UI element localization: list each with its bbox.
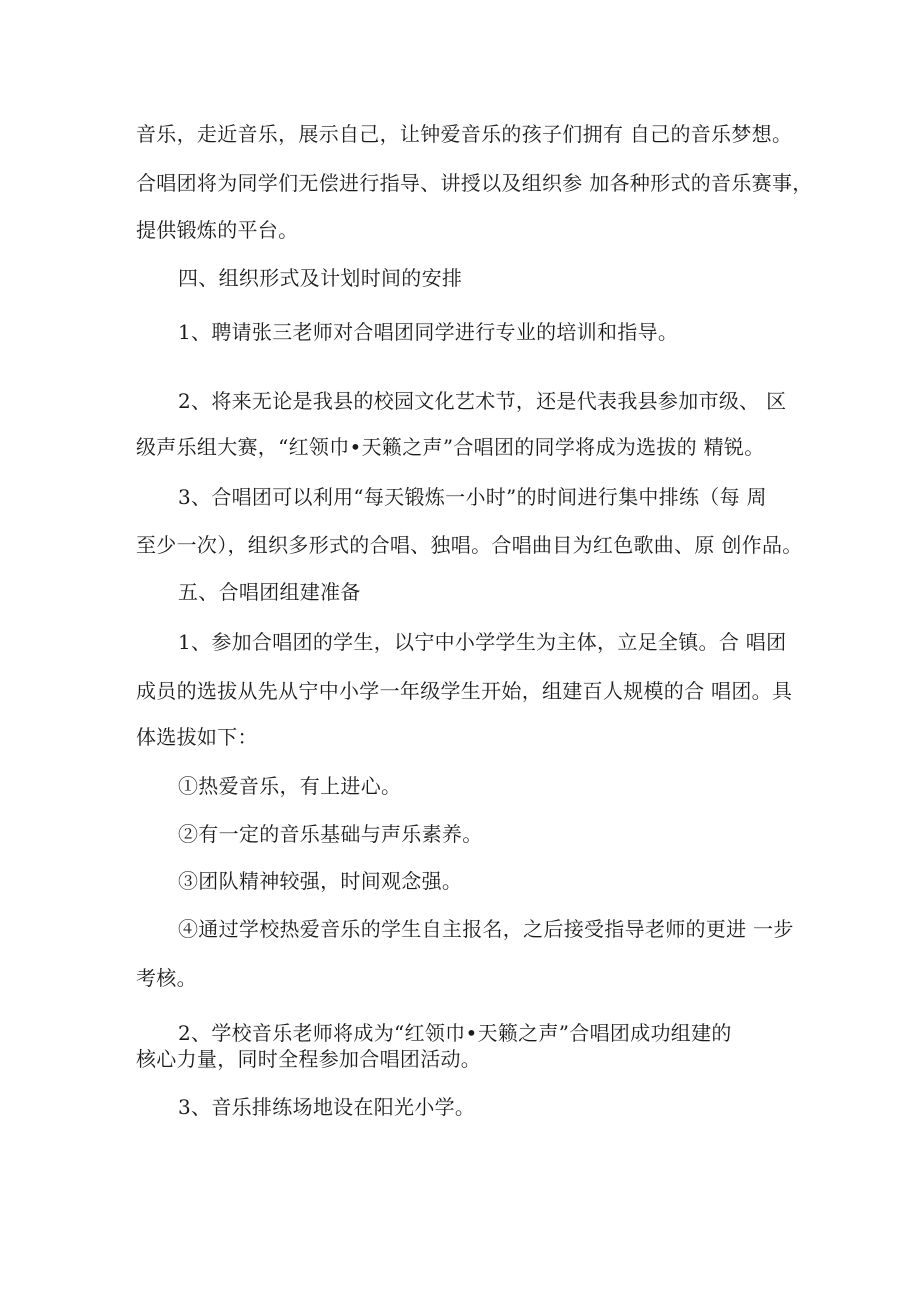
paragraph-line: 音乐，走近音乐，展示自己，让钟爱音乐的孩子们拥有 自己的音乐梦想。 (136, 122, 793, 146)
list-item: ①热爱音乐，有上进心。 (178, 774, 402, 798)
list-item: ④通过学校热爱音乐的学生自主报名，之后接受指导老师的更进 一步 (178, 917, 794, 941)
paragraph-line: 级声乐组大赛，“红领巾•天籁之声”合唱团的同学将成为选拔的 精锐。 (136, 435, 765, 459)
paragraph-line: 合唱团将为同学们无偿进行指导、讲授以及组织参 加各种形式的音乐赛事， (136, 171, 813, 195)
paragraph-line: 体选拔如下： (136, 725, 258, 749)
paragraph-line: 2、学校音乐老师将成为“红领巾•天籁之声”合唱团成功组建的 (178, 1021, 732, 1045)
paragraph-line: 1、参加合唱团的学生，以宁中小学学生为主体，立足全镇。合 唱团 (178, 630, 787, 654)
paragraph-line: 1、聘请张三老师对合唱团同学进行专业的培训和指导。 (178, 320, 679, 344)
section-heading-5: 五、合唱团组建准备 (178, 580, 361, 604)
list-item: ③团队精神较强，时间观念强。 (178, 869, 463, 893)
paragraph-line: 3、音乐排练场地设在阳光小学。 (178, 1095, 476, 1119)
paragraph-line: 3、合唱团可以利用“每天锻炼一小时”的时间进行集中排练（每 周 (178, 485, 767, 509)
section-heading-4: 四、组织形式及计划时间的安排 (178, 266, 463, 290)
paragraph-line: 2、将来无论是我县的校园文化艺术节，还是代表我县参加市级、 区 (178, 389, 787, 413)
paragraph-line: 至少一次），组织多形式的合唱、独唱。合唱曲目为红色歌曲、原 创作品。 (136, 533, 803, 557)
list-item: ②有一定的音乐基础与声乐素养。 (178, 822, 483, 846)
paragraph-line: 核心力量，同时全程参加合唱团活动。 (136, 1047, 482, 1071)
paragraph-line: 考核。 (136, 966, 197, 990)
paragraph-line: 提供锻炼的平台。 (136, 218, 299, 242)
paragraph-line: 成员的选拔从先从宁中小学一年级学生开始，组建百人规模的合 唱团。具 (136, 679, 793, 703)
